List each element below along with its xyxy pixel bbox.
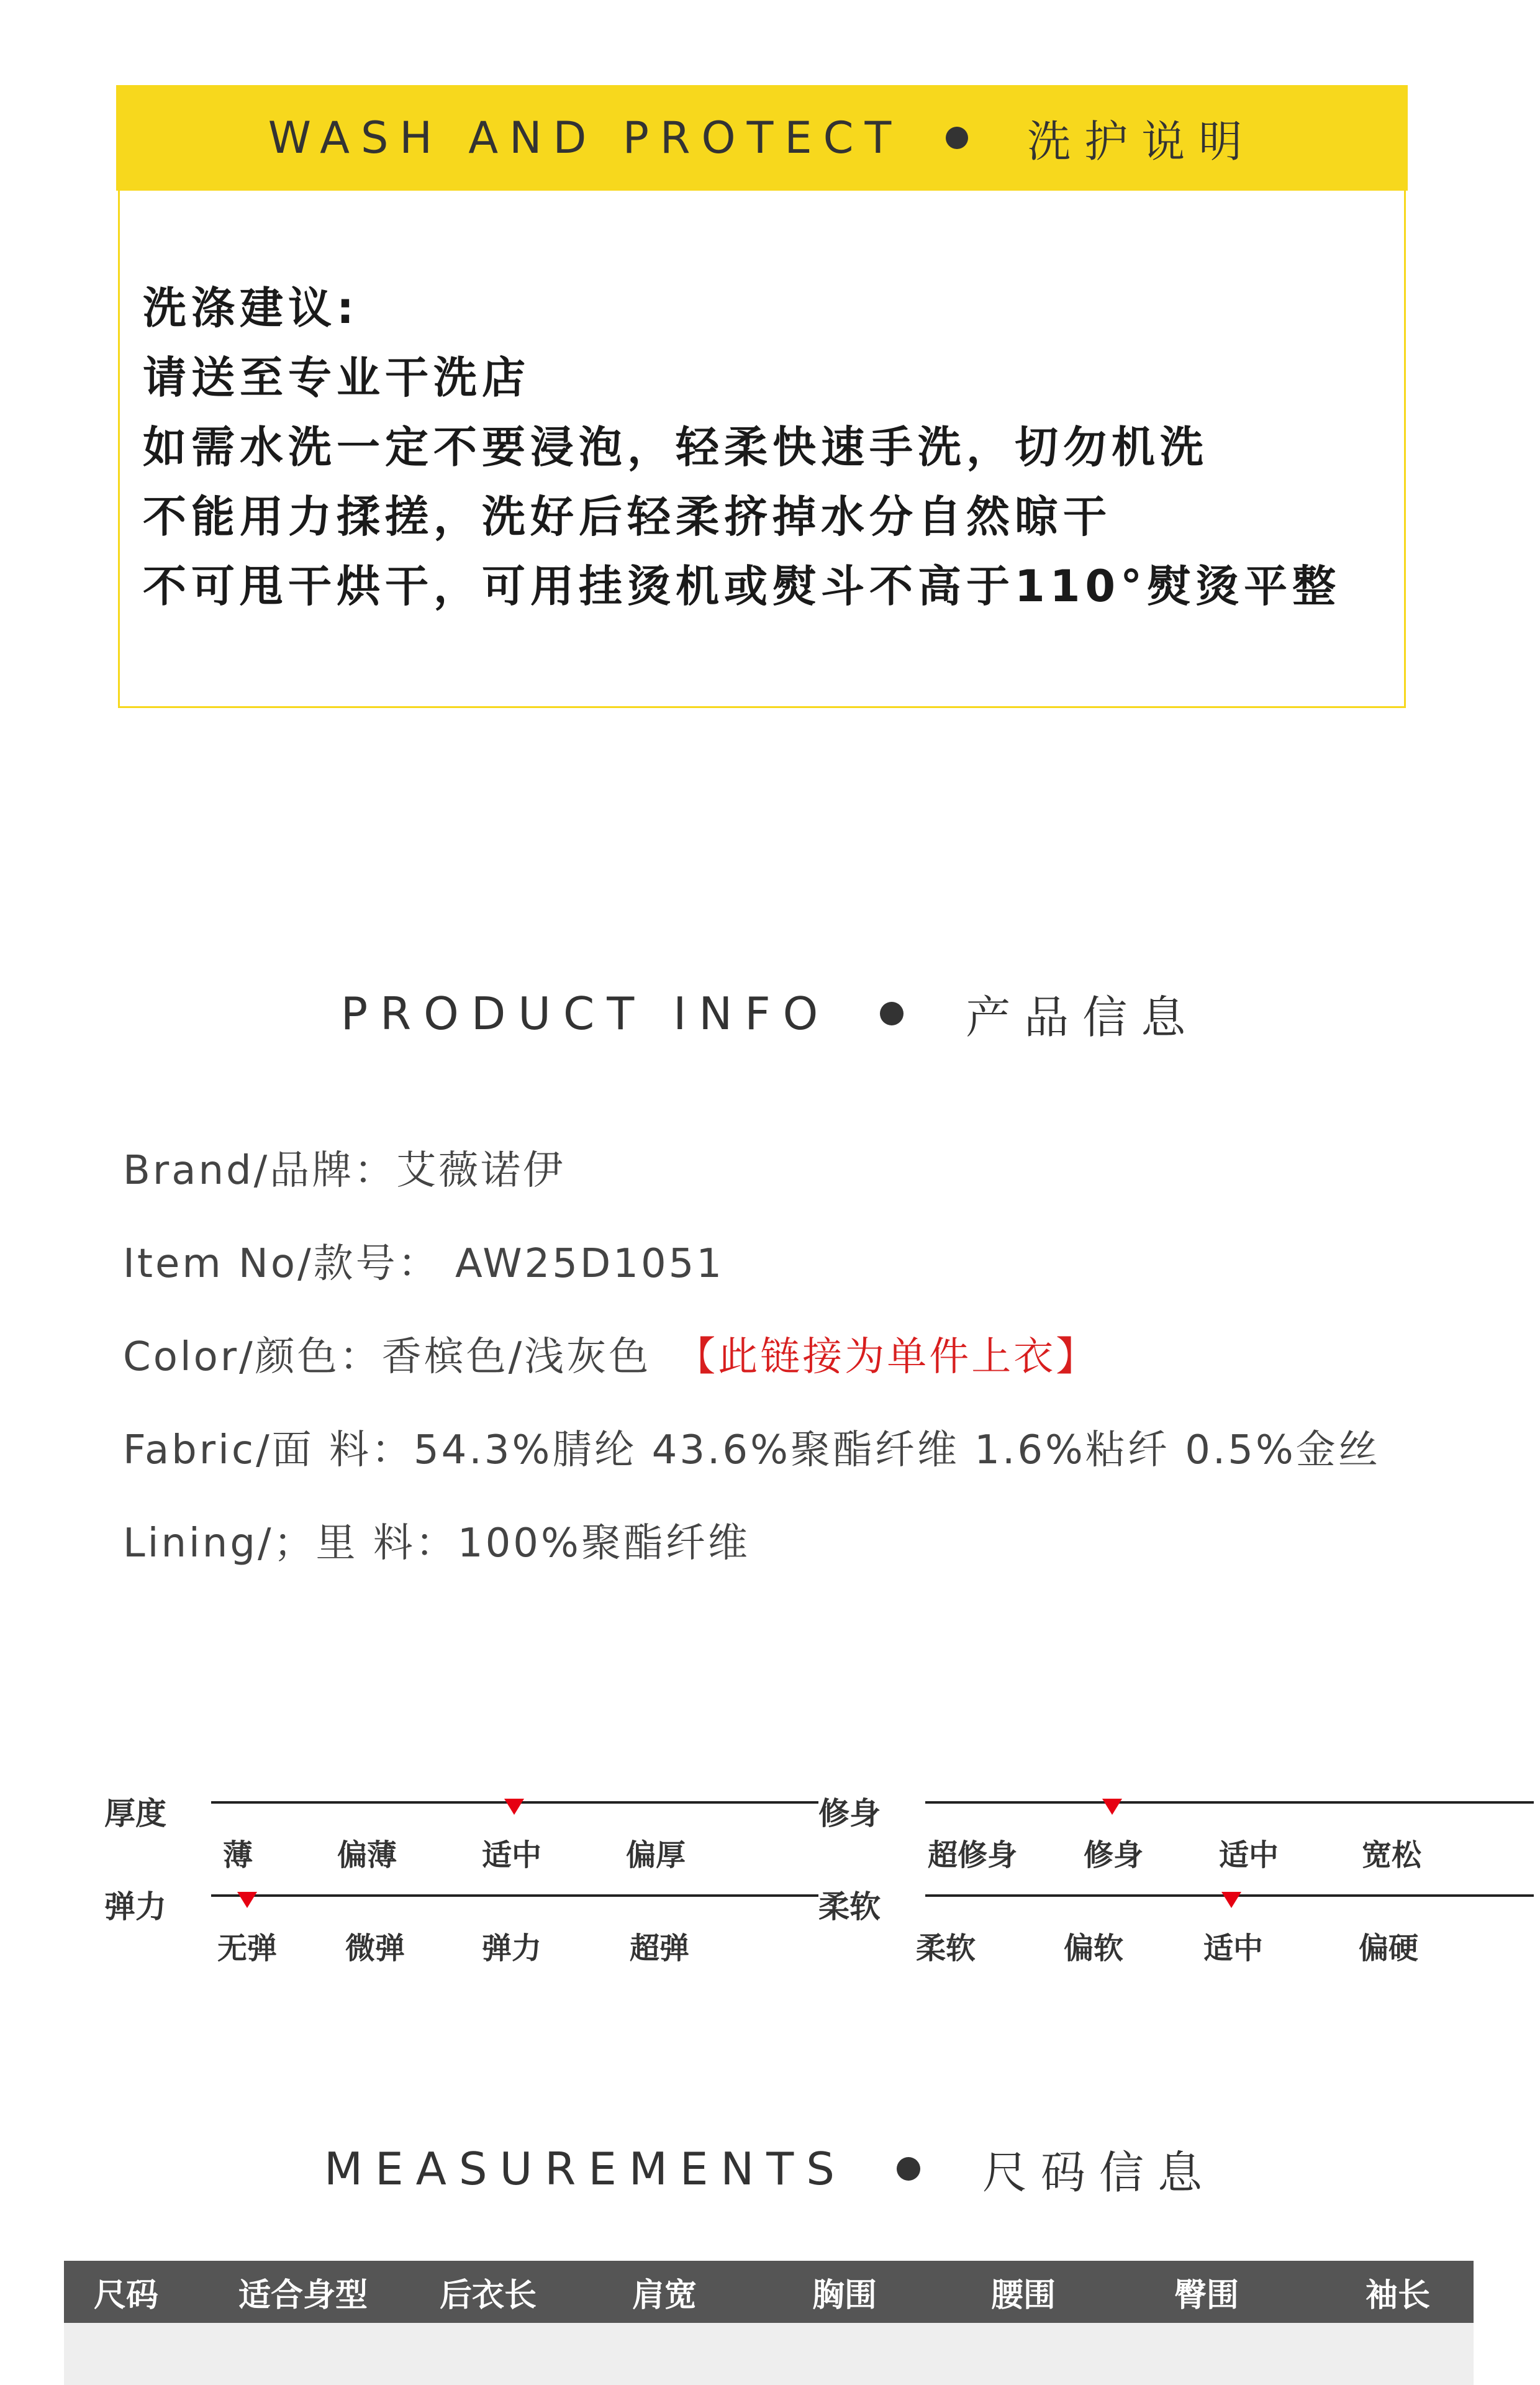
table-header-cell: 适合身型 xyxy=(238,2276,368,2314)
selected-marker-icon xyxy=(1102,1799,1122,1815)
attribute-label: 修身 xyxy=(818,1796,881,1832)
scale-option: 超弹 xyxy=(629,1931,690,1966)
scale-option: 适中 xyxy=(1203,1931,1264,1966)
scale-option: 适中 xyxy=(481,1838,542,1873)
selected-marker-icon xyxy=(504,1799,524,1815)
wash-instructions xyxy=(143,273,1341,621)
attribute-scale-elasticity xyxy=(104,1882,818,1969)
product-title-zh: 产品信息 xyxy=(966,991,1200,1043)
table-header-cell: 尺码 xyxy=(93,2276,159,2314)
selected-marker-icon xyxy=(1221,1892,1241,1908)
wash-title-en: WASH AND PROTECT xyxy=(268,112,903,163)
scale-option: 薄 xyxy=(222,1838,253,1873)
attribute-label: 柔软 xyxy=(818,1889,881,1925)
scale-option: 偏软 xyxy=(1063,1931,1124,1966)
table-header-cell: 臀围 xyxy=(1174,2276,1239,2314)
scale-option: 柔软 xyxy=(915,1931,976,1966)
wash-line: 洗涤建议: xyxy=(143,283,359,334)
selected-marker-icon xyxy=(237,1892,257,1908)
measurements-title xyxy=(0,2137,1540,2201)
attribute-scale-fit xyxy=(818,1789,1533,1876)
measurements-table-header xyxy=(64,2261,1474,2323)
lining-row: Lining/；里 料：100%聚酯纤维 xyxy=(123,1520,750,1566)
table-header-cell: 肩宽 xyxy=(632,2276,697,2314)
scale-option: 弹力 xyxy=(481,1931,542,1966)
wash-title-zh: 洗护说明 xyxy=(1027,116,1256,167)
scale-line xyxy=(925,1801,1534,1804)
brand-row: Brand/品牌：艾薇诺伊 xyxy=(123,1148,566,1194)
bullet-dot-icon xyxy=(880,1002,904,1025)
scale-option: 适中 xyxy=(1218,1838,1279,1873)
product-title-en: PRODUCT INFO xyxy=(340,988,831,1040)
product-info-list xyxy=(123,1124,1380,1590)
attribute-scale-softness xyxy=(818,1882,1533,1969)
table-header-cell: 胸围 xyxy=(812,2276,877,2314)
attribute-label: 弹力 xyxy=(104,1889,166,1925)
scale-option: 偏硬 xyxy=(1358,1931,1419,1966)
scale-option: 无弹 xyxy=(217,1931,278,1966)
wash-header-bar xyxy=(116,85,1408,191)
color-row xyxy=(123,1311,1380,1404)
attribute-scale-thickness xyxy=(104,1789,818,1876)
color-text: Color/颜色：香槟色/浅灰色 xyxy=(123,1334,651,1380)
scale-option: 微弹 xyxy=(345,1931,405,1966)
bullet-dot-icon xyxy=(897,2157,920,2181)
table-row xyxy=(64,2323,1474,2385)
measurements-title-en: MEASUREMENTS xyxy=(324,2143,847,2195)
wash-line: 不能用力揉搓，洗好后轻柔挤掉水分自然晾干 xyxy=(143,491,1112,542)
fabric-row: Fabric/面 料：54.3%腈纶 43.6%聚酯纤维 1.6%粘纤 0.5%金丝 xyxy=(123,1427,1380,1473)
table-header-cell: 后衣长 xyxy=(439,2276,537,2314)
bullet-dot-icon xyxy=(946,127,968,149)
color-note: 【此链接为单件上衣】 xyxy=(676,1334,1098,1380)
scale-option: 宽松 xyxy=(1361,1838,1422,1873)
scale-option: 偏厚 xyxy=(625,1838,686,1873)
scale-line xyxy=(211,1894,818,1897)
scale-option: 超修身 xyxy=(927,1838,1018,1873)
wash-line: 请送至专业干洗店 xyxy=(143,352,530,403)
scale-option: 修身 xyxy=(1083,1838,1144,1873)
product-info-title xyxy=(0,981,1540,1046)
measurements-title-zh: 尺码信息 xyxy=(982,2146,1216,2199)
wash-line: 不可甩干烘干，可用挂烫机或熨斗不高于110°熨烫平整 xyxy=(143,561,1341,612)
attribute-label: 厚度 xyxy=(104,1796,166,1832)
wash-line: 如需水洗一定不要浸泡，轻柔快速手洗，切勿机洗 xyxy=(143,422,1208,473)
table-header-cell: 袖长 xyxy=(1365,2276,1431,2314)
scale-option: 偏薄 xyxy=(337,1838,397,1873)
item-no-row: Item No/款号： AW25D1051 xyxy=(123,1241,725,1287)
table-header-cell: 腰围 xyxy=(990,2276,1056,2314)
